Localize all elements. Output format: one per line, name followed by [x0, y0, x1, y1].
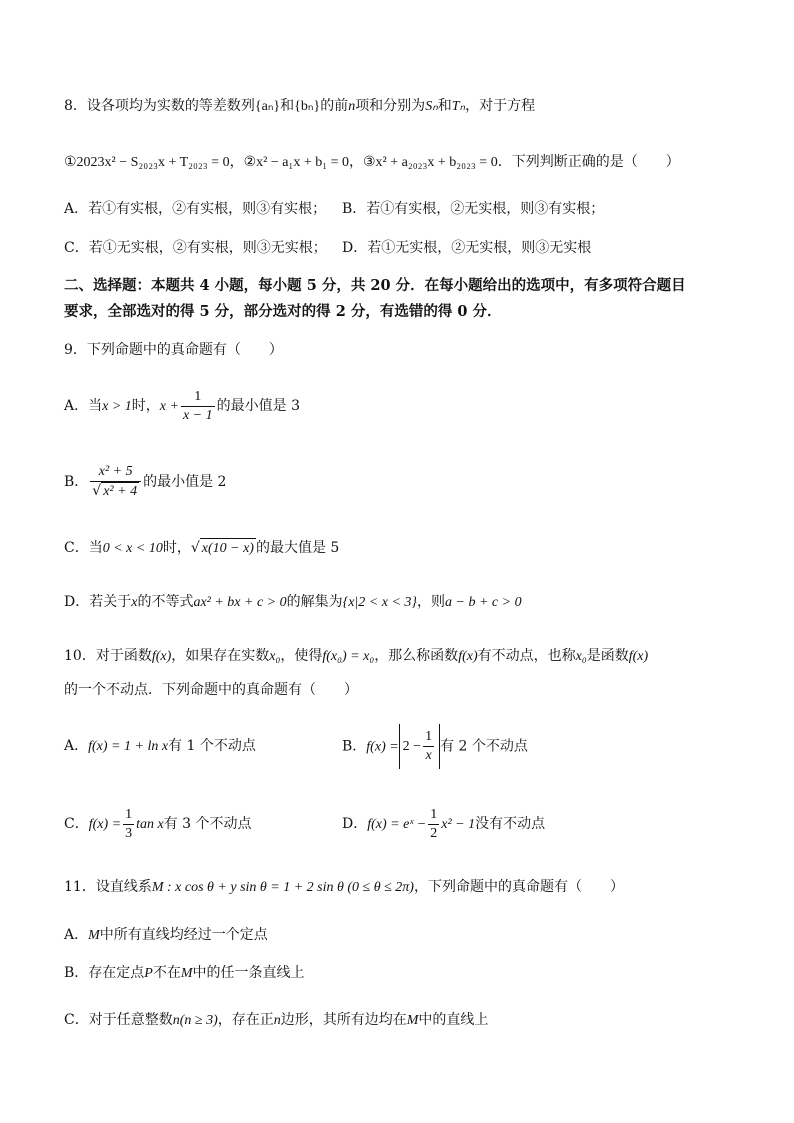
q10-a-expr: f(x) = 1 + ln x	[88, 739, 169, 754]
q10-c-fraction	[123, 806, 134, 843]
q9-b-num: x² + 5	[90, 463, 141, 482]
q8-n: n	[348, 99, 356, 114]
q9-text: A．当	[64, 398, 103, 414]
q9-c-expr: x(10 − x)	[200, 538, 256, 559]
q10-d-den: 2	[430, 825, 438, 841]
q10-text: 有 2 个不动点	[440, 738, 528, 755]
q11-text: C．对于任意整数	[64, 1012, 173, 1028]
q11-n: n	[273, 1013, 281, 1028]
q10-text: 10．对于函数	[64, 648, 152, 664]
q10-b-abs	[399, 724, 440, 769]
q10-text: 没有不动点	[475, 816, 546, 832]
q9-text: 的不等式	[137, 594, 194, 610]
q9-d-inequality: ax² + bx + c > 0	[193, 595, 287, 610]
q10-fx: f(x)	[458, 649, 478, 664]
q10-fx: f(x)	[151, 649, 172, 664]
q8-Sn: Sₙ	[425, 99, 438, 114]
q8-text: 8．设各项均为实数的等差数列	[64, 98, 255, 114]
q11-text: 11．设直线系	[64, 879, 152, 895]
q8-equation-1: ①2023x² − S₂₀₂₃x + T₂₀₂₃ = 0	[64, 155, 230, 170]
q11-option-c	[64, 1010, 488, 1031]
q11-n-cond: n(n ≥ 3)	[172, 1013, 218, 1028]
q10-b-den: x	[425, 747, 432, 763]
q11-option-a	[64, 925, 268, 946]
q10-x0: x₀	[269, 649, 281, 664]
q10-option-b	[342, 724, 528, 768]
q10-option-c	[64, 802, 252, 846]
q8-text: ，对于方程	[465, 98, 536, 114]
q10-d-rest: x² − 1	[441, 817, 476, 832]
sqrt-symbol: √	[190, 540, 200, 556]
q11-text: 不在	[152, 965, 181, 981]
q10-b-f: f(x) =	[366, 739, 399, 755]
q10-stem-line1	[64, 646, 648, 667]
q9-c-cond: 0 < x < 10	[102, 541, 163, 556]
q8-stem-line1	[64, 96, 535, 117]
q8-text: 和	[280, 98, 295, 114]
q11-text: B．存在定点	[64, 965, 145, 981]
q8-equation-2: ，②x² − a₁x + b₁ = 0	[229, 155, 349, 170]
q11-P: P	[144, 966, 153, 981]
q9-a-den: x − 1	[182, 407, 213, 423]
q9-text: 的最小值是 3	[216, 398, 300, 414]
q8-seq-b: {bₙ}	[294, 99, 321, 114]
q9-a-x: x +	[159, 399, 179, 414]
q10-b-num: 1	[423, 728, 434, 747]
q10-b-fraction	[423, 728, 434, 765]
q9-d-result: a − b + c > 0	[445, 595, 522, 610]
q11-text: 中的直线上	[418, 1012, 489, 1028]
q8-seq-a: {aₙ}	[254, 99, 281, 114]
q9-a-cond: x > 1	[102, 399, 132, 414]
q10-stem-line2: 的一个不动点．下列命题中的真命题有（ ）	[64, 682, 358, 698]
q8-text: ．下列判断正确的是（ ）	[497, 154, 680, 170]
q8-stem-line2	[64, 152, 680, 173]
q9-d-set: {x|2 < x < 3}	[342, 595, 418, 610]
sqrt-symbol: √	[92, 483, 102, 499]
q11-text: A．	[64, 927, 89, 943]
q11-text: 中的任一条直线上	[192, 965, 305, 981]
q10-text: 是函数	[586, 648, 629, 664]
q9-text: 的最大值是 5	[255, 540, 340, 556]
q10-c-num: 1	[123, 806, 134, 825]
q9-text: B．	[64, 474, 89, 490]
q9-text: 时，	[162, 540, 191, 556]
section-heading-line2: 要求，全部选对的得 5 分，部分选对的得 2 分，有选错的得 0 分．	[64, 303, 502, 320]
section-heading-line1: 二、选择题：本题共 4 小题，每小题 5 分，共 20 分．在每小题给出的选项中，有多项符合题目	[64, 277, 686, 294]
q10-text: ，如果存在实数	[171, 648, 270, 664]
q10-text: B．	[342, 738, 367, 755]
q9-text: 时，	[131, 398, 160, 414]
q10-text: D．	[342, 816, 368, 832]
q10-x0: x₀	[575, 649, 587, 664]
q8-text: 项和分别为	[355, 98, 426, 114]
q11-text: 边形，其所有边均在	[280, 1012, 407, 1028]
q8-equation-3: ，③x² + a₂₀₂₃x + b₂₀₂₃ = 0	[349, 155, 498, 170]
q10-text: 有不动点，也称	[477, 648, 576, 664]
q8-option-a: A．若①有实根，②有实根，则③有实根；	[64, 201, 327, 217]
q11-stem	[64, 877, 624, 898]
q9-text: C．当	[64, 540, 103, 556]
q11-text: ，下列命题中的真命题有（ ）	[413, 879, 624, 895]
q11-M: M	[406, 1013, 419, 1028]
q9-b-fraction	[90, 463, 141, 501]
q10-text: A．	[64, 738, 89, 754]
q10-d-f: f(x) = eˣ −	[367, 817, 427, 832]
q8-option-d: D．若①无实根，②无实根，则③无实根	[342, 240, 592, 256]
q9-option-d	[64, 592, 522, 613]
q8-option-b: B．若①有实根，②无实根，则③有实根；	[342, 201, 605, 217]
q10-d-fraction	[428, 806, 439, 843]
q8-option-c: C．若①无实根，②有实根，则③无实根；	[64, 240, 327, 256]
q11-text: 中所有直线均经过一个定点	[99, 927, 268, 943]
q9-option-b	[64, 458, 226, 506]
q11-line-system: M : x cos θ + y sin θ = 1 + 2 sin θ (0 ≤ θ ≤ 2π)	[151, 880, 414, 895]
q9-d-x: x	[131, 595, 138, 610]
q10-fx0: f(x₀) = x₀	[322, 649, 375, 664]
q8-Tn: Tₙ	[451, 99, 466, 114]
q9-text: 的最小值是 2	[143, 474, 227, 490]
q9-option-c	[64, 538, 339, 559]
q10-c-f: f(x) =	[88, 817, 122, 832]
q9-stem: 9．下列命题中的真命题有（ ）	[64, 342, 283, 358]
q11-M: M	[180, 966, 193, 981]
q8-text: 和	[437, 98, 452, 114]
q10-option-d	[342, 802, 545, 846]
q10-text: 有 1 个不动点	[168, 738, 256, 754]
q11-option-b	[64, 963, 305, 984]
q10-fx: f(x)	[628, 649, 649, 664]
q9-option-a	[64, 384, 300, 428]
q10-text: 有 3 个不动点	[163, 816, 252, 832]
q10-text: ，使得	[280, 648, 323, 664]
q10-text: ，那么称函数	[374, 648, 459, 664]
q10-text: C．	[64, 816, 89, 832]
q10-d-num: 1	[428, 806, 439, 825]
q10-b-two: 2 −	[402, 739, 422, 754]
q9-a-num: 1	[181, 388, 215, 407]
q8-text: 的前	[320, 98, 349, 114]
q9-b-den: x² + 4	[103, 484, 138, 499]
q10-option-a	[64, 736, 256, 757]
q10-c-den: 3	[125, 825, 133, 841]
q10-c-tan: tan x	[136, 817, 164, 832]
q11-text: ，存在正	[217, 1012, 274, 1028]
q9-text: ，则	[417, 594, 446, 610]
q9-text: 的解集为	[286, 594, 343, 610]
q11-M: M	[88, 928, 100, 943]
q9-text: D．若关于	[64, 594, 132, 610]
q9-a-fraction	[181, 388, 215, 425]
